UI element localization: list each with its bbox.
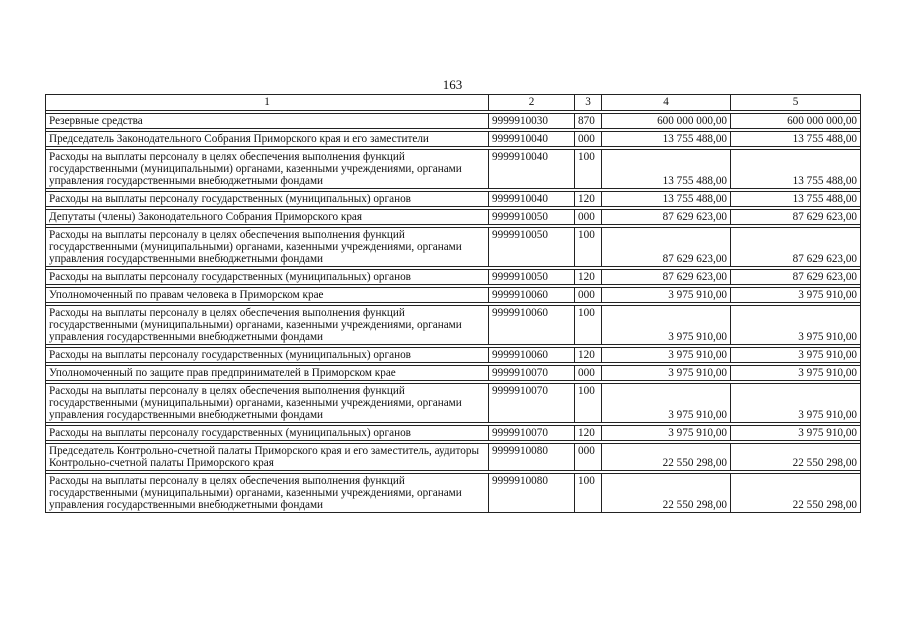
expense-type: 120 [575,192,602,207]
header-row [46,95,861,111]
expense-name: Уполномоченный по правам человека в Приморском крае [46,288,489,303]
expense-name: Председатель Законодательного Собрания Приморского края и его заместители [46,132,489,147]
expense-name: Расходы на выплаты персоналу в целях обеспечения выполнения функций государственными (муниципальными) органами, казенными учреждениями, органами управления государственными внебюджетными фондами [46,228,489,267]
table-row [46,210,861,225]
amount-year-1: 3 975 910,00 [602,306,731,345]
amount-year-2: 22 550 298,00 [731,444,861,471]
target-code: 9999910050 [489,210,575,225]
table-row [46,288,861,303]
expense-name: Расходы на выплаты персоналу государственных (муниципальных) органов [46,426,489,441]
target-code: 9999910070 [489,426,575,441]
table-row [46,444,861,471]
amount-year-1: 600 000 000,00 [602,114,731,129]
budget-table [45,94,861,513]
target-code: 9999910050 [489,270,575,285]
expense-type: 000 [575,288,602,303]
table-row [46,384,861,423]
header-cell: 5 [731,95,861,111]
amount-year-1: 22 550 298,00 [602,474,731,513]
amount-year-2: 3 975 910,00 [731,366,861,381]
expense-type: 000 [575,444,602,471]
expense-type: 000 [575,366,602,381]
amount-year-1: 3 975 910,00 [602,348,731,363]
table-row [46,192,861,207]
expense-name: Депутаты (члены) Законодательного Собрания Приморского края [46,210,489,225]
table-row [46,474,861,513]
target-code: 9999910070 [489,384,575,423]
expense-type: 120 [575,270,602,285]
expense-name: Расходы на выплаты персоналу в целях обеспечения выполнения функций государственными (муниципальными) органами, казенными учреждениями, органами управления государственными внебюджетными фондами [46,306,489,345]
amount-year-1: 87 629 623,00 [602,210,731,225]
target-code: 9999910050 [489,228,575,267]
page-number: 163 [442,77,463,92]
table-row [46,150,861,189]
header-cell: 3 [575,95,602,111]
amount-year-2: 13 755 488,00 [731,132,861,147]
target-code: 9999910040 [489,132,575,147]
table-row [46,132,861,147]
amount-year-2: 600 000 000,00 [731,114,861,129]
amount-year-1: 87 629 623,00 [602,270,731,285]
expense-name: Расходы на выплаты персоналу государственных (муниципальных) органов [46,192,489,207]
expense-type: 100 [575,150,602,189]
table-row [46,270,861,285]
target-code: 9999910070 [489,366,575,381]
amount-year-2: 3 975 910,00 [731,426,861,441]
expense-type: 100 [575,474,602,513]
table-row [46,366,861,381]
table-row [46,306,861,345]
target-code: 9999910040 [489,150,575,189]
amount-year-2: 87 629 623,00 [731,210,861,225]
target-code: 9999910060 [489,348,575,363]
table-row [46,348,861,363]
amount-year-2: 87 629 623,00 [731,228,861,267]
expense-type: 120 [575,426,602,441]
amount-year-1: 22 550 298,00 [602,444,731,471]
expense-type: 000 [575,132,602,147]
amount-year-1: 3 975 910,00 [602,288,731,303]
expense-type: 000 [575,210,602,225]
expense-type: 120 [575,348,602,363]
amount-year-2: 3 975 910,00 [731,384,861,423]
expense-name: Расходы на выплаты персоналу государственных (муниципальных) органов [46,348,489,363]
amount-year-2: 22 550 298,00 [731,474,861,513]
expense-name: Председатель Контрольно-счетной палаты Приморского края и его заместитель, аудиторы Контрольно-счетной палаты Приморского края [46,444,489,471]
expense-name: Расходы на выплаты персоналу в целях обеспечения выполнения функций государственными (муниципальными) органами, казенными учреждениями, органами управления государственными внебюджетными фондами [46,474,489,513]
amount-year-2: 3 975 910,00 [731,306,861,345]
amount-year-1: 13 755 488,00 [602,132,731,147]
expense-type: 100 [575,384,602,423]
expense-name: Расходы на выплаты персоналу в целях обеспечения выполнения функций государственными (муниципальными) органами, казенными учреждениями, органами управления государственными внебюджетными фондами [46,150,489,189]
header-cell: 4 [602,95,731,111]
table-row [46,114,861,129]
amount-year-1: 3 975 910,00 [602,384,731,423]
amount-year-2: 3 975 910,00 [731,348,861,363]
table-row [46,426,861,441]
amount-year-2: 13 755 488,00 [731,192,861,207]
target-code: 9999910060 [489,288,575,303]
expense-name: Расходы на выплаты персоналу в целях обеспечения выполнения функций государственными (муниципальными) органами, казенными учреждениями, органами управления государственными внебюджетными фондами [46,384,489,423]
table-row [46,228,861,267]
expense-type: 100 [575,228,602,267]
target-code: 9999910080 [489,444,575,471]
expense-name: Резервные средства [46,114,489,129]
amount-year-1: 13 755 488,00 [602,150,731,189]
amount-year-1: 87 629 623,00 [602,228,731,267]
amount-year-1: 3 975 910,00 [602,366,731,381]
amount-year-2: 13 755 488,00 [731,150,861,189]
expense-name: Уполномоченный по защите прав предпринимателей в Приморском крае [46,366,489,381]
expense-type: 870 [575,114,602,129]
amount-year-2: 3 975 910,00 [731,288,861,303]
amount-year-1: 13 755 488,00 [602,192,731,207]
expense-name: Расходы на выплаты персоналу государственных (муниципальных) органов [46,270,489,285]
amount-year-2: 87 629 623,00 [731,270,861,285]
expense-type: 100 [575,306,602,345]
target-code: 9999910060 [489,306,575,345]
target-code: 9999910080 [489,474,575,513]
target-code: 9999910040 [489,192,575,207]
header-cell: 1 [46,95,489,111]
target-code: 9999910030 [489,114,575,129]
amount-year-1: 3 975 910,00 [602,426,731,441]
header-cell: 2 [489,95,575,111]
